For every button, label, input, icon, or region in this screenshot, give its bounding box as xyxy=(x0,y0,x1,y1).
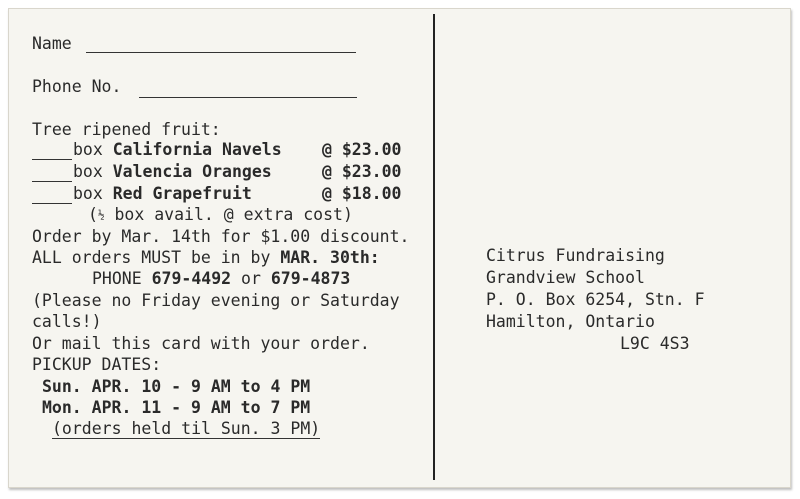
quantity-blank[interactable] xyxy=(32,167,72,182)
phone-prefix: PHONE xyxy=(92,269,152,288)
pickup-date-2: Mon. APR. 11 - 9 AM to 7 PM xyxy=(42,398,311,417)
address-line-1: Citrus Fundraising xyxy=(486,246,665,265)
address-line-3: P. O. Box 6254, Stn. F xyxy=(486,290,705,309)
item-price: @ $23.00 xyxy=(322,162,402,181)
phone-label: Phone No. xyxy=(32,77,122,96)
item-unit: box xyxy=(73,162,103,181)
address-line-4: Hamilton, Ontario xyxy=(486,312,655,331)
deadline-date: MAR. 30th: xyxy=(280,248,380,267)
pickup-date-1: Sun. APR. 10 - 9 AM to 4 PM xyxy=(42,377,311,396)
item-unit: box xyxy=(73,184,103,203)
deadline-pre: ALL orders MUST be in by xyxy=(32,248,281,267)
card-divider xyxy=(433,14,435,480)
half-fraction: ½ xyxy=(97,208,105,221)
pickup-heading: PICKUP DATES: xyxy=(32,355,162,374)
order-item-grapefruit xyxy=(32,184,252,204)
quantity-blank[interactable] xyxy=(32,145,72,160)
calling-note-1: (Please no Friday evening or Saturday xyxy=(32,291,400,310)
name-field[interactable] xyxy=(86,52,356,53)
orders-held-note xyxy=(52,419,320,439)
half-box-note xyxy=(88,205,353,227)
quantity-blank[interactable] xyxy=(32,189,72,204)
calling-note-2: calls!) xyxy=(32,312,102,331)
deadline-note xyxy=(32,248,380,268)
item-price: @ $18.00 xyxy=(322,184,402,203)
phone-number-1: 679-4492 xyxy=(151,269,232,288)
postal-code: L9C 4S3 xyxy=(620,334,690,353)
order-item-valencia xyxy=(32,162,272,182)
phone-or: or xyxy=(231,269,271,288)
phone-number-2: 679-4873 xyxy=(270,269,351,288)
half-box-post: box avail. @ extra cost) xyxy=(104,205,353,224)
discount-note: Order by Mar. 14th for $1.00 discount. xyxy=(32,227,410,246)
phone-field[interactable] xyxy=(139,97,357,98)
phone-numbers xyxy=(92,269,350,289)
item-unit: box xyxy=(73,140,103,159)
mail-note: Or mail this card with your order. xyxy=(32,334,370,353)
item-name: California Navels xyxy=(112,140,282,159)
item-name: Valencia Oranges xyxy=(112,162,272,181)
item-price: @ $23.00 xyxy=(322,140,402,159)
orders-held-text: (orders held til Sun. 3 PM) xyxy=(52,419,321,438)
address-line-2: Grandview School xyxy=(486,268,645,287)
item-name: Red Grapefruit xyxy=(112,184,252,203)
half-box-pre: ( xyxy=(88,205,98,224)
fruit-heading: Tree ripened fruit: xyxy=(32,120,221,139)
order-item-navels xyxy=(32,140,282,160)
name-label: Name xyxy=(32,34,72,53)
